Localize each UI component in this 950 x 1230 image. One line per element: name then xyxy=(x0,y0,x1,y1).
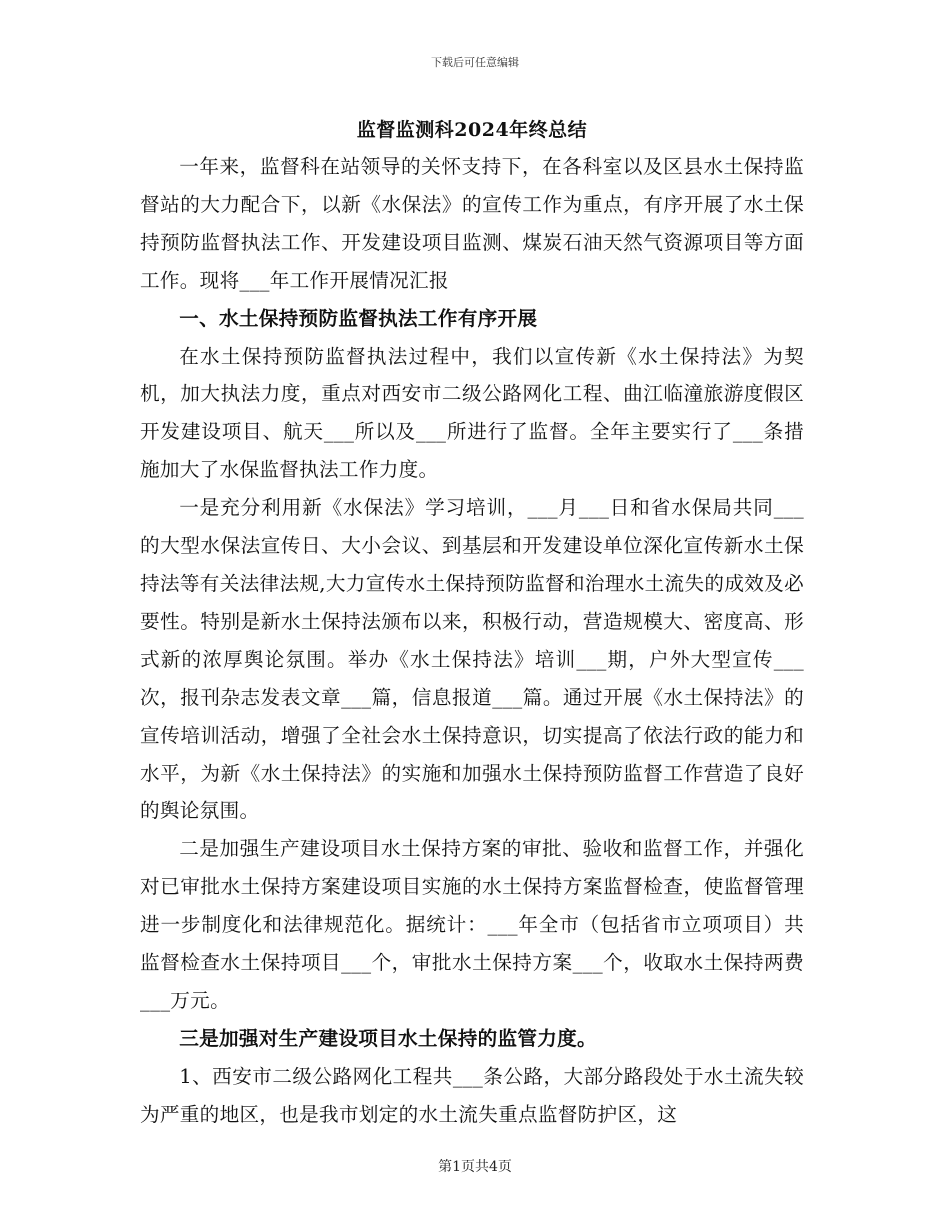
page-header-note: 下载后可任意编辑 xyxy=(431,56,519,69)
intro-paragraph: 一年来，监督科在站领导的关怀支持下，在各科室以及区县水土保持监督站的大力配合下，以新《水保法》的宣传工作为重点，有序开展了水土保持预防监督执法工作、开发建设项目监测、煤炭石油天然气资源项目等方面工作。现将___年工作开展情况汇报 xyxy=(140,155,804,292)
page-number-footer: 第1页共4页 xyxy=(438,1159,512,1175)
item-1-paragraph: 1、西安市二级公路网化工程共___条公路，大部分路段处于水土流失较为严重的地区，也是我市划定的水土流失重点监督防护区，这 xyxy=(140,1064,804,1126)
section-heading-1: 一、水土保持预防监督执法工作有序开展 xyxy=(179,306,538,330)
measure-1-paragraph: 一是充分利用新《水保法》学习培训，___月___日和省水保局共同___的大型水保法宣传日、大小会议、到基层和开发建设单位深化宣传新水土保持法等有关法律法规,大力宣传水土保持预防监督和治理水土流失的成效及必要性。特别是新水土保持法颁布以来，积极行动，营造规模大、密度高、形式新的浓厚舆论氛围。举办《水土保持法》培训___期，户外大型宣传___次，报刊杂志发表文章___篇，信息报道___篇。通过开展《水土保持法》的宣传培训活动，增强了全社会水土保持意识，切实提高了依法行政的能力和水平，为新《水土保持法》的实施和加强水土保持预防监督工作营造了良好的舆论氛围。 xyxy=(140,496,804,823)
measure-2-paragraph: 二是加强生产建设项目水土保持方案的审批、验收和监督工作，并强化对已审批水土保持方案建设项目实施的水土保持方案监督检查，使监督管理进一步制度化和法律规范化。据统计：___年全市（包括省市立项项目）共监督检查水土保持项目___个，审批水土保持方案___个，收取水土保持两费___万元。 xyxy=(140,837,804,1012)
measure-3-heading: 三是加强对生产建设项目水土保持的监管力度。 xyxy=(179,1026,597,1050)
document-title: 监督监测科2024年终总结 xyxy=(356,119,588,141)
document-body xyxy=(140,112,804,1134)
section-1-paragraph: 在水土保持预防监督执法过程中，我们以宣传新《水土保持法》为契机，加大执法力度，重点对西安市二级公路网化工程、曲江临潼旅游度假区开发建设项目、航天___所以及___所进行了监督。全年主要实行了___条措施加大了水保监督执法工作力度。 xyxy=(140,344,804,482)
